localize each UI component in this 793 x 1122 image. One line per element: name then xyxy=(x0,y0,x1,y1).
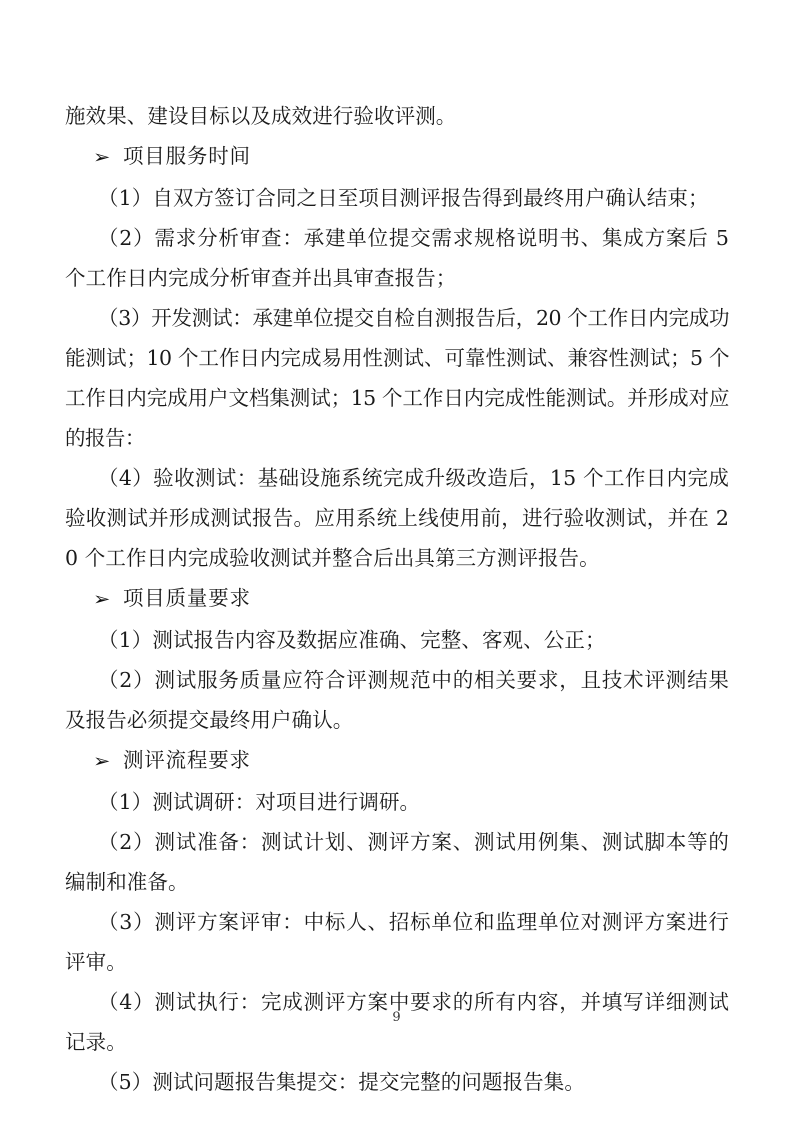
bullet-heading-label: 项目质量要求 xyxy=(123,586,251,610)
document-body xyxy=(65,96,729,1102)
bullet-heading-label: 项目服务时间 xyxy=(123,144,251,168)
arrowhead-bullet-icon: ➢ xyxy=(93,147,111,168)
arrowhead-bullet-icon: ➢ xyxy=(93,751,111,772)
body-paragraph: （4）验收测试：基础设施系统完成升级改造后，15 个工作日内完成验收测试并形成测试报告。应用系统上线使用前，进行验收测试，并在 20 个工作日内完成验收测试并整合后出具第三方测评报告。 xyxy=(65,466,729,570)
arrowhead-bullet-icon: ➢ xyxy=(93,589,111,610)
body-paragraph: （1）自双方签订合同之日至项目测评报告得到最终用户确认结束； xyxy=(98,186,709,210)
body-paragraph: （1）测试报告内容及数据应准确、完整、客观、公正； xyxy=(98,628,606,652)
body-paragraph: （1）测试调研：对项目进行调研。 xyxy=(98,790,421,814)
body-paragraph: （5）测试问题报告集提交：提交完整的问题报告集。 xyxy=(98,1070,585,1094)
body-paragraph: 施效果、建设目标以及成效进行验收评测。 xyxy=(65,104,457,128)
body-paragraph: （2）测试准备：测试计划、测评方案、测试用例集、测试脚本等的编制和准备。 xyxy=(65,830,729,894)
bullet-heading xyxy=(65,136,729,178)
bullet-heading xyxy=(65,740,729,782)
body-paragraph: （3）开发测试：承建单位提交自检自测报告后，20 个工作日内完成功能测试；10 个工作日内完成易用性测试、可靠性测试、兼容性测试；5 个工作日内完成用户文档集测试；15 个工作日内完成性能测试。并形成对应的报告： xyxy=(65,306,729,450)
body-paragraph: （4）测试执行：完成测评方案中要求的所有内容，并填写详细测试记录。 xyxy=(65,990,729,1054)
page-number: 9 xyxy=(392,1010,401,1025)
bullet-heading-label: 测评流程要求 xyxy=(123,748,251,772)
body-paragraph: （3）测评方案评审：中标人、招标单位和监理单位对测评方案进行评审。 xyxy=(65,910,729,974)
body-paragraph: （2）需求分析审查：承建单位提交需求规格说明书、集成方案后 5 个工作日内完成分析审查并出具审查报告； xyxy=(65,226,729,290)
bullet-heading xyxy=(65,578,729,620)
body-paragraph: （2）测试服务质量应符合评测规范中的相关要求，且技术评测结果及报告必须提交最终用户确认。 xyxy=(65,668,729,732)
